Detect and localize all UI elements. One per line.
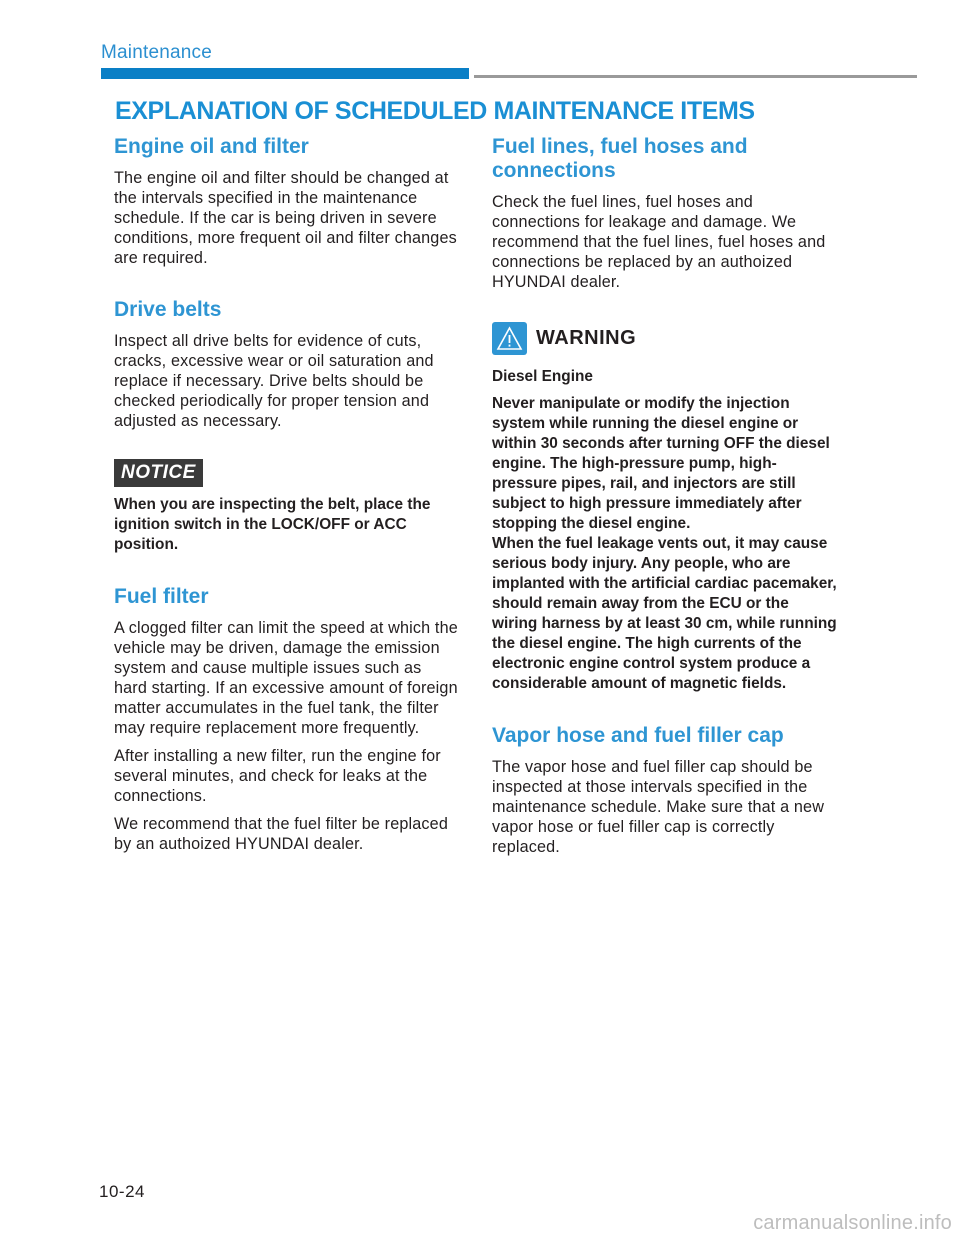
section-fuel-filter — [114, 585, 459, 854]
header-bar-divider — [474, 75, 917, 78]
fuel-filter-paragraph-2: After installing a new filter, run the engine for several minutes, and check for leaks at the connections. — [114, 747, 441, 805]
fuel-lines-text: Check the fuel lines, fuel hoses and connections for leakage and damage. We recommend that the fuel lines, fuel hoses and connections be replaced by an authoized HYUNDAI dealer. — [492, 193, 826, 291]
section-fuel-lines — [492, 135, 837, 292]
warning-label: WARNING — [536, 327, 637, 349]
notice-text: When you are inspecting the belt, place the ignition switch in the LOCK/OFF or ACC position. — [114, 496, 431, 553]
fuel-lines-heading: Fuel lines, fuel hoses and connections — [492, 135, 748, 182]
page-title: EXPLANATION OF SCHEDULED MAINTENANCE ITEMS — [115, 97, 755, 125]
drive-belts-text: Inspect all drive belts for evidence of cuts, cracks, excessive wear or oil saturation and replace if necessary. Drive belts should be checked periodically for proper tension and adjusted as necessary. — [114, 332, 434, 430]
section-header: Maintenance — [101, 42, 212, 63]
header-bar-accent — [101, 68, 469, 79]
warning-box — [492, 322, 837, 694]
warning-subtitle: Diesel Engine — [492, 368, 593, 385]
page-number: 10-24 — [99, 1182, 145, 1201]
notice-badge: NOTICE — [114, 459, 203, 487]
engine-oil-text: The engine oil and filter should be changed at the intervals specified in the maintenance schedule. If the car is being driven in severe conditions, more frequent oil and filter changes are required. — [114, 169, 457, 267]
vapor-hose-text: The vapor hose and fuel filler cap should be inspected at those intervals specified in the maintenance schedule. Make sure that a new vapor hose or fuel filler cap is correctly replaced. — [492, 758, 825, 856]
warning-triangle-icon — [492, 322, 527, 355]
warning-header — [492, 322, 837, 355]
drive-belts-heading: Drive belts — [114, 298, 222, 321]
fuel-filter-paragraph-1: A clogged filter can limit the speed at which the vehicle may be driven, damage the emission system and cause multiple issues such as hard starting. If an excessive amount of foreign matter accumulates in the fuel tank, the filter may require replacement more frequently. — [114, 619, 458, 737]
left-column — [114, 135, 459, 854]
right-column — [492, 135, 837, 857]
fuel-filter-paragraph-3: We recommend that the fuel filter be replaced by an authoized HYUNDAI dealer. — [114, 815, 448, 853]
engine-oil-heading: Engine oil and filter — [114, 135, 309, 158]
warning-text: Never manipulate or modify the injection system while running the diesel engine or within 30 seconds after turning OFF the diesel engine. The high-pressure pump, high-pressure pipes, rail, and injectors are still subject to high pressure immediately after stopping the diesel engine. When the fuel leakage vents out, it may cause serious body injury. Any people, who are implanted with the artificial cardiac pacemaker, should remain away from the ECU or the wiring harness by at least 30 cm, while running the diesel engine. The high currents of the electronic engine control system produce a considerable amount of magnetic fields. — [492, 395, 837, 692]
section-drive-belts — [114, 298, 459, 431]
notice-box — [114, 459, 459, 555]
section-engine-oil — [114, 135, 459, 268]
vapor-hose-heading: Vapor hose and fuel filler cap — [492, 724, 784, 747]
fuel-filter-heading: Fuel filter — [114, 585, 209, 608]
section-vapor-hose — [492, 724, 837, 857]
watermark: carmanualsonline.info — [753, 1212, 952, 1234]
